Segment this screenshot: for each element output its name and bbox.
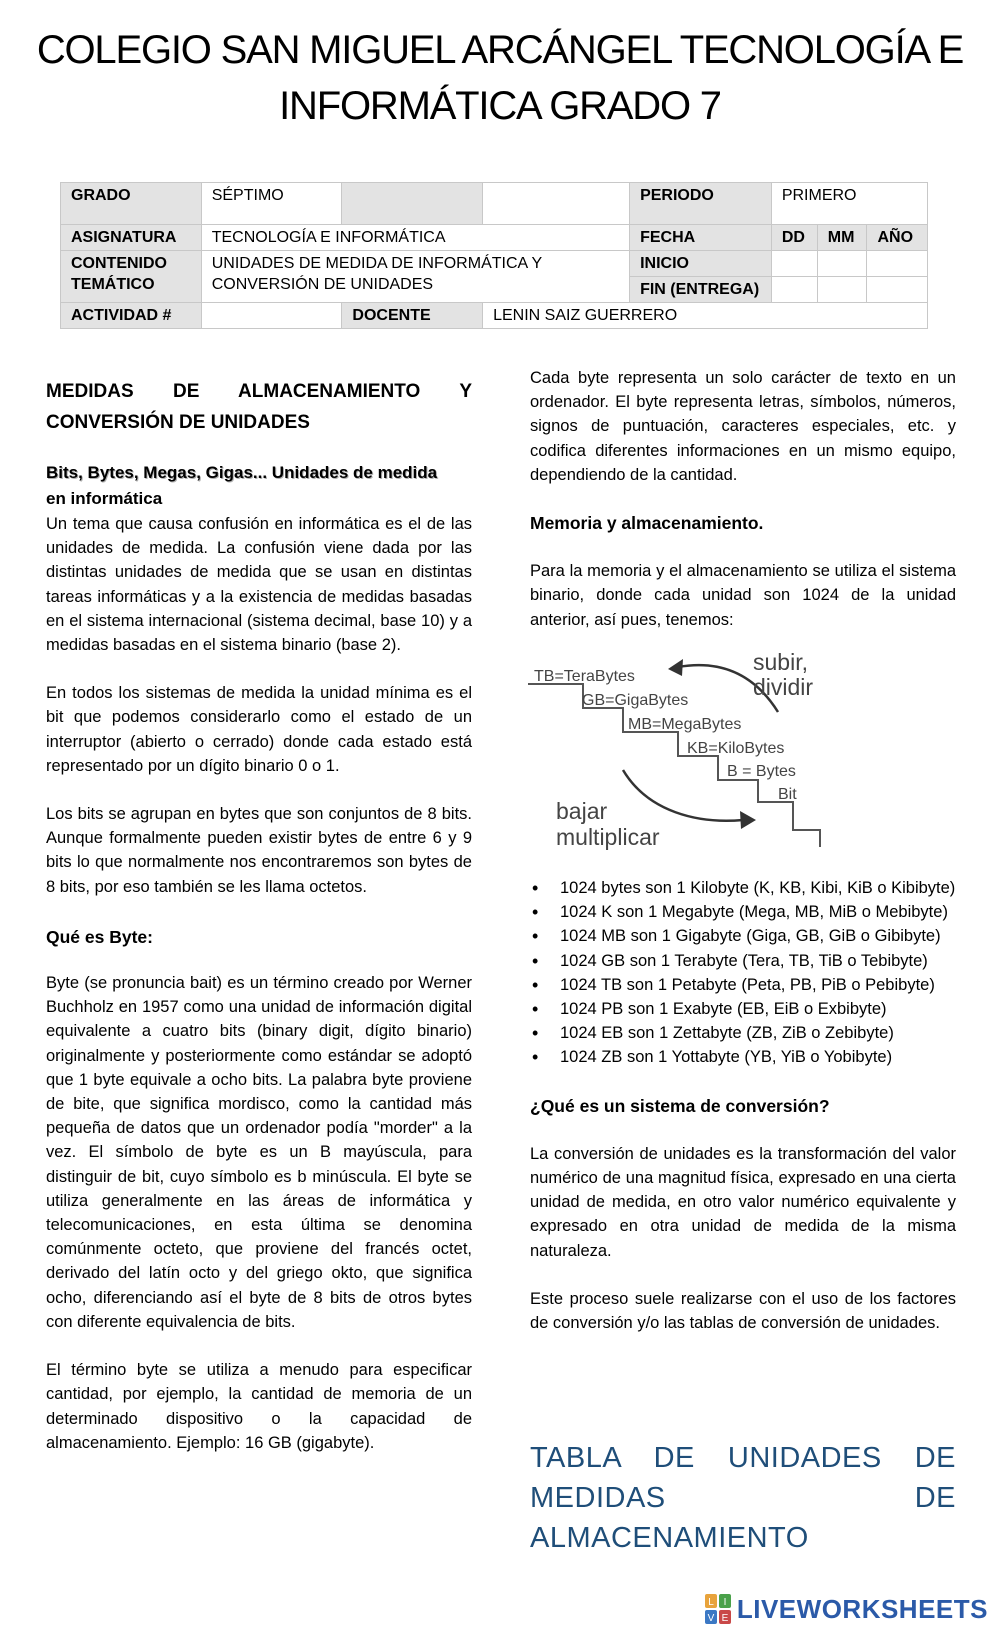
list-item: • 1024 MB son 1 Gigabyte (Giga, GB, GiB o Gibibyte) xyxy=(530,924,956,948)
empty-cell xyxy=(342,183,483,225)
units-list xyxy=(530,876,956,1070)
asignatura-value: TECNOLOGÍA E INFORMÁTICA xyxy=(201,225,629,251)
list-item: • 1024 PB son 1 Exabyte (EB, EiB o Exbibyte) xyxy=(530,997,956,1021)
memoria-heading: Memoria y almacenamiento. xyxy=(530,513,764,534)
actividad-label: ACTIVIDAD # xyxy=(61,303,202,329)
list-item: • 1024 ZB son 1 Yottabyte (YB, YiB o Yobibyte) xyxy=(530,1045,956,1069)
inicio-label: INICIO xyxy=(630,251,772,277)
contenido-label: CONTENIDO TEMÁTICO xyxy=(61,251,202,303)
paragraph: En todos los sistemas de medida la unidad mínima es el bit que podemos considerarlo como el estado de un interruptor (abierto o cerrado) donde cada estado está representado por un dígito binario 0 o 1. xyxy=(46,684,472,775)
inicio-anio[interactable] xyxy=(867,251,928,277)
asignatura-label: ASIGNATURA xyxy=(61,225,202,251)
paragraph: Este proceso suele realizarse con el uso de los factores de conversión y/o las tablas de conversión de unidades. xyxy=(530,1289,956,1333)
paragraph: Byte (se pronuncia bait) es un término creado por Werner Buchholz en 1957 como una unidad de información digital equivalente a cuatro bits (binary digit, dígito binario) originalmente y posteriormente como estándar se adoptó que 1 byte equivale a ocho bits. La palabra byte proviene de bite, que significa mordisco, como la cantidad más pequeña de datos que un ordenador podía "morder" a la vez. El símbolo de byte es un B mayúscula, para distinguir de bit, cuyo símbolo es b minúscula. El byte se utiliza generalmente en las áreas de informática y telecomunicaciones, en esta última se denomina comúnmente octeto, que proviene del francés octet, derivado del latín octo y del griego okto, que significa ocho, diferenciando así el byte de 8 bits de otros bytes con diferente equivalencia de bits. xyxy=(46,974,472,1331)
table-heading xyxy=(530,1438,956,1558)
list-item: • 1024 GB son 1 Terabyte (Tera, TB, TiB o Tebibyte) xyxy=(530,949,956,973)
mm-label: MM xyxy=(817,225,867,251)
fin-anio[interactable] xyxy=(867,277,928,303)
paragraph: Para la memoria y el almacenamiento se utiliza el sistema binario, donde cada unidad son 1024 de la unidad anterior, así pues, tenemos: xyxy=(530,562,956,629)
liveworksheets-logo-icon xyxy=(705,1594,731,1624)
right-column-bottom xyxy=(530,876,956,1335)
down-label-1: bajar xyxy=(556,798,608,824)
list-item: • 1024 EB son 1 Zettabyte (ZB, ZiB o Zebibyte) xyxy=(530,1021,956,1045)
subheading xyxy=(46,460,472,512)
up-arrowhead-icon xyxy=(668,659,683,676)
docente-label: DOCENTE xyxy=(342,303,483,329)
table-heading-line-a: TABLA DE UNIDADES DE MEDIDAS DE xyxy=(530,1442,956,1514)
fecha-label: FECHA xyxy=(630,225,772,251)
page-title: COLEGIO SAN MIGUEL ARCÁNGEL TECNOLOGÍA E INFORMÁTICA GRADO 7 xyxy=(36,28,964,128)
section-heading: MEDIDAS DE ALMACENAMIENTO Y CONVERSIÓN DE UNIDADES xyxy=(46,381,472,433)
paragraph: Los bits se agrupan en bytes que son conjuntos de 8 bits. Aunque formalmente pueden existir bytes de entre 6 y 9 bits lo que normalmente nos encontraremos son bytes de 8 bits, por eso también se les llama octetos. xyxy=(46,805,472,896)
logo-text: LIVEWORKSHEETS xyxy=(736,1593,988,1624)
right-column-top xyxy=(530,366,956,632)
gb-label: GB=GigaBytes xyxy=(582,692,689,709)
paragraph: El término byte se utiliza a menudo para especificar cantidad, por ejemplo, la cantidad de memoria de un determinado dispositivo o la capacidad de almacenamiento. Ejemplo: 16 GB (gigabyte). xyxy=(46,1361,472,1452)
logo-block-letter: L xyxy=(708,1597,714,1608)
dd-label: DD xyxy=(771,225,817,251)
list-item: • 1024 bytes son 1 Kilobyte (K, KB, Kibi, KiB o Kibibyte) xyxy=(530,876,956,900)
fin-mm[interactable] xyxy=(817,277,867,303)
fin-label: FIN (ENTREGA) xyxy=(630,277,772,303)
actividad-value[interactable] xyxy=(201,303,342,329)
down-arrow-icon xyxy=(623,770,743,821)
down-arrowhead-icon xyxy=(740,811,756,829)
logo-block-letter: I xyxy=(723,1597,727,1608)
table-heading-line-b: ALMACENAMIENTO xyxy=(530,1522,809,1554)
kb-label: KB=KiloBytes xyxy=(687,740,785,757)
subheading-line-2: en informática xyxy=(46,489,163,508)
storage-units-diagram xyxy=(528,652,828,852)
logo-block-letter: V xyxy=(707,1613,715,1624)
up-label-2: dividir xyxy=(753,674,814,700)
inicio-dd[interactable] xyxy=(771,251,817,277)
up-label-1: subir, xyxy=(753,652,808,675)
paragraph: Cada byte representa un solo carácter de texto en un ordenador. El byte representa letras, símbolos, números, signos de puntuación, caracteres especiales, etc. y codifica diferentes informaciones en un mismo equipo, dependiendo de la cantidad. xyxy=(530,369,956,484)
subheading-line-1: Bits, Bytes, Megas, Gigas... Unidades de medida xyxy=(46,463,438,482)
bit-label: Bit xyxy=(778,786,797,803)
b-label: B = Bytes xyxy=(727,763,796,780)
left-column xyxy=(46,376,472,1455)
byte-heading: Qué es Byte: xyxy=(46,926,153,947)
grado-label: GRADO xyxy=(61,183,202,225)
grado-value: SÉPTIMO xyxy=(201,183,342,225)
empty-cell xyxy=(483,183,630,225)
conversion-heading: ¿Qué es un sistema de conversión? xyxy=(530,1095,830,1116)
tb-label: TB=TeraBytes xyxy=(534,668,635,685)
liveworksheets-logo[interactable] xyxy=(705,1593,988,1625)
list-item: • 1024 K son 1 Megabyte (Mega, MB, MiB o Mebibyte) xyxy=(530,900,956,924)
logo-block-letter: E xyxy=(721,1613,729,1624)
inicio-mm[interactable] xyxy=(817,251,867,277)
list-item: • 1024 TB son 1 Petabyte (Peta, PB, PiB o Pebibyte) xyxy=(530,973,956,997)
docente-value: LENIN SAIZ GUERRERO xyxy=(483,303,928,329)
paragraph: Un tema que causa confusión en informática es el de las unidades de medida. La confusión viene dada por las distintas unidades de medida que se usan en distintas tareas informáticas y a la existencia de medidas basadas en el sistema internacional (sistema decimal, base 10) y a medidas basadas en el sistema binario (base 2). xyxy=(46,515,472,655)
periodo-value: PRIMERO xyxy=(771,183,927,225)
anio-label: AÑO xyxy=(867,225,928,251)
mb-label: MB=MegaBytes xyxy=(628,716,742,733)
paragraph: La conversión de unidades es la transformación del valor numérico de una magnitud física, expresado en una cierta unidad de medida, en otro valor numérico equivalente y expresado en otra unidad de medida de la misma naturaleza. xyxy=(530,1144,956,1260)
down-label-2: multiplicar xyxy=(556,824,660,850)
fin-dd[interactable] xyxy=(771,277,817,303)
contenido-value: UNIDADES DE MEDIDA DE INFORMÁTICA Y CONVERSIÓN DE UNIDADES xyxy=(201,251,629,303)
periodo-label: PERIODO xyxy=(630,183,772,225)
info-table xyxy=(60,182,928,329)
